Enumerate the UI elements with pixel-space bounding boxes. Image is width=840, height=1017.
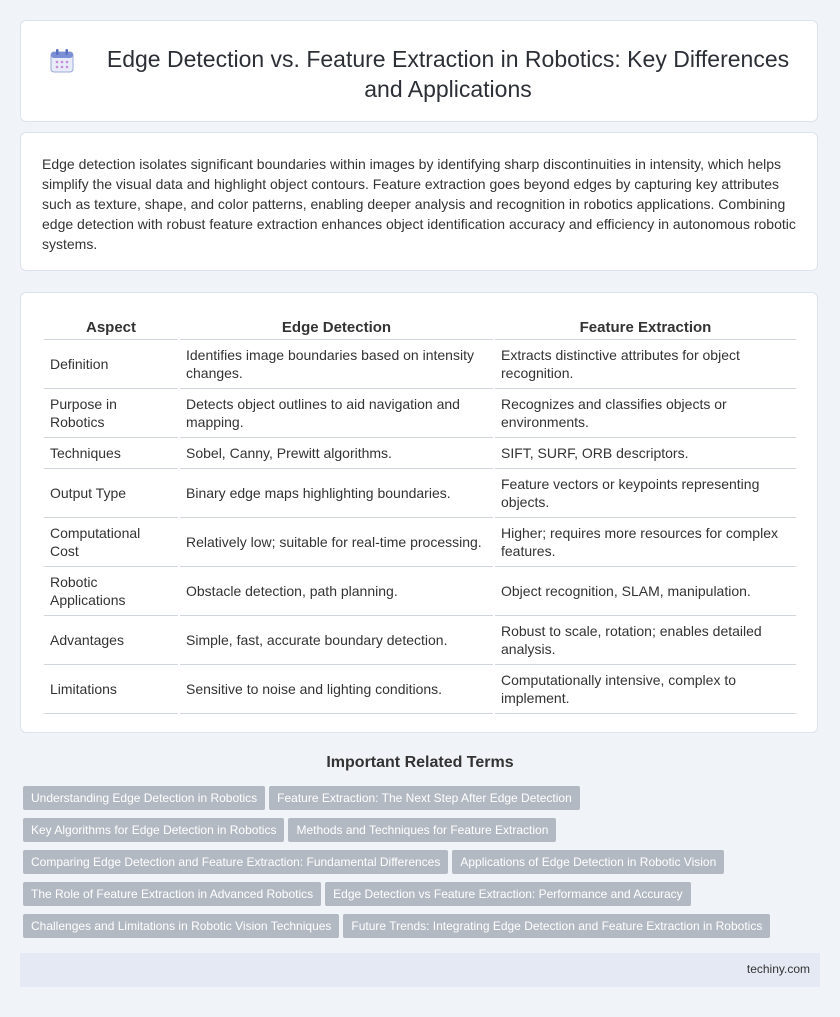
- table-row: [44, 518, 796, 567]
- row-edge-detection: Obstacle detection, path planning.: [180, 567, 493, 616]
- table-row: [44, 389, 796, 438]
- tag-row: [23, 882, 803, 914]
- header-card: [20, 20, 818, 122]
- tag-row: [23, 914, 803, 946]
- row-feature-extraction: Computationally intensive, complex to implement.: [495, 665, 796, 714]
- row-feature-extraction: Recognizes and classifies objects or environments.: [495, 389, 796, 438]
- comparison-table-card: [20, 292, 818, 733]
- row-feature-extraction: SIFT, SURF, ORB descriptors.: [495, 438, 796, 469]
- row-edge-detection: Identifies image boundaries based on intensity changes.: [180, 340, 493, 389]
- header-aspect: Aspect: [44, 317, 178, 340]
- page-title: Edge Detection vs. Feature Extraction in Robotics: Key Differences and Applications: [106, 46, 790, 102]
- header-feature-extraction: Feature Extraction: [495, 317, 796, 340]
- related-term-tag[interactable]: The Role of Feature Extraction in Advanced Robotics: [23, 882, 321, 906]
- related-term-tag[interactable]: Edge Detection vs Feature Extraction: Performance and Accuracy: [325, 882, 691, 906]
- comparison-table: [42, 317, 798, 714]
- table-row: [44, 340, 796, 389]
- row-feature-extraction: Feature vectors or keypoints representing objects.: [495, 469, 796, 518]
- related-term-tag[interactable]: Key Algorithms for Edge Detection in Robotics: [23, 818, 284, 842]
- row-edge-detection: Simple, fast, accurate boundary detection.: [180, 616, 493, 665]
- related-terms-list: [23, 786, 803, 946]
- table-row: [44, 469, 796, 518]
- row-feature-extraction: Extracts distinctive attributes for object recognition.: [495, 340, 796, 389]
- related-term-tag[interactable]: Methods and Techniques for Feature Extraction: [288, 818, 556, 842]
- row-edge-detection: Detects object outlines to aid navigation and mapping.: [180, 389, 493, 438]
- table-row: [44, 665, 796, 714]
- row-edge-detection: Sobel, Canny, Prewitt algorithms.: [180, 438, 493, 469]
- related-term-tag[interactable]: Comparing Edge Detection and Feature Extraction: Fundamental Differences: [23, 850, 448, 874]
- related-term-tag[interactable]: Understanding Edge Detection in Robotics: [23, 786, 265, 810]
- row-aspect: Robotic Applications: [44, 567, 178, 616]
- tag-row: [23, 786, 803, 818]
- row-aspect: Definition: [44, 340, 178, 389]
- row-feature-extraction: Higher; requires more resources for complex features.: [495, 518, 796, 567]
- related-term-tag[interactable]: Challenges and Limitations in Robotic Vision Techniques: [23, 914, 339, 938]
- related-term-tag[interactable]: Future Trends: Integrating Edge Detection and Feature Extraction in Robotics: [343, 914, 770, 938]
- intro-card: [20, 132, 818, 271]
- row-edge-detection: Relatively low; suitable for real-time processing.: [180, 518, 493, 567]
- table-row: [44, 616, 796, 665]
- related-term-tag[interactable]: Applications of Edge Detection in Robotic Vision: [452, 850, 724, 874]
- row-aspect: Purpose in Robotics: [44, 389, 178, 438]
- table-row: [44, 438, 796, 469]
- row-feature-extraction: Robust to scale, rotation; enables detailed analysis.: [495, 616, 796, 665]
- intro-paragraph: Edge detection isolates significant boundaries within images by identifying sharp discontinuities in intensity, which helps simplify the visual data and highlight object contours. Feature extraction goes beyond edges by capturing key attributes such as texture, shape, and color patterns, enabling deeper analysis and recognition in robotics applications. Combining edge detection with robust feature extraction enhances object identification accuracy and efficiency in autonomous robotic systems.: [42, 156, 796, 252]
- row-aspect: Limitations: [44, 665, 178, 714]
- row-aspect: Techniques: [44, 438, 178, 469]
- row-aspect: Advantages: [44, 616, 178, 665]
- tag-row: [23, 850, 803, 882]
- row-feature-extraction: Object recognition, SLAM, manipulation.: [495, 567, 796, 616]
- row-aspect: Computational Cost: [44, 518, 178, 567]
- footer: [20, 953, 820, 987]
- related-term-tag[interactable]: Feature Extraction: The Next Step After Edge Detection: [269, 786, 580, 810]
- row-edge-detection: Sensitive to noise and lighting conditions.: [180, 665, 493, 714]
- related-terms-title: Important Related Terms: [326, 754, 514, 771]
- footer-site-link[interactable]: techiny.com: [746, 962, 810, 976]
- header-edge-detection: Edge Detection: [180, 317, 493, 340]
- row-aspect: Output Type: [44, 469, 178, 518]
- table-row: [44, 567, 796, 616]
- tag-row: [23, 818, 803, 850]
- table-header-row: [44, 317, 796, 340]
- row-edge-detection: Binary edge maps highlighting boundaries.: [180, 469, 493, 518]
